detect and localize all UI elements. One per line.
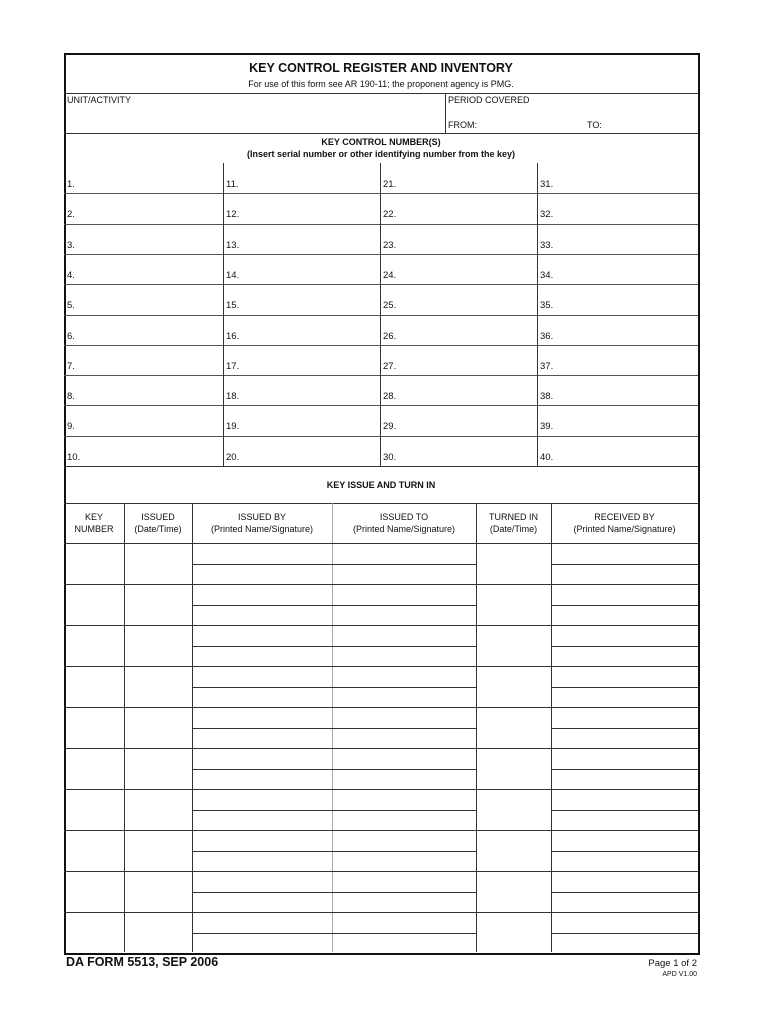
key-number-cell[interactable]: [65, 544, 123, 583]
divider: [380, 163, 381, 466]
key-control-instruction: (Insert serial number or other identifying number from the key): [246, 149, 516, 159]
issued-to-signature-field[interactable]: [333, 606, 475, 624]
key-number-field[interactable]: [245, 407, 376, 433]
key-number-field[interactable]: [559, 226, 694, 252]
divider: [537, 163, 538, 466]
key-number-field[interactable]: [86, 407, 219, 433]
key-number-label: 31.: [540, 179, 554, 190]
issued-by-name-field[interactable]: [193, 790, 331, 809]
issued-to-name-field[interactable]: [333, 585, 475, 604]
key-number-label: 13.: [226, 239, 240, 251]
page-number: Page 1 of 2: [648, 958, 697, 969]
turned-in-datetime-cell[interactable]: [477, 831, 550, 870]
received-by-name-field[interactable]: [552, 544, 697, 563]
issued-by-name-field[interactable]: [193, 667, 331, 686]
key-number-label: 40.: [540, 451, 554, 463]
key-number-label: 26.: [383, 330, 397, 342]
column-header-line2: (Date/Time): [489, 524, 538, 534]
key-number-field[interactable]: [86, 317, 219, 343]
key-number-label: 32.: [540, 209, 554, 221]
issued-to-signature-field[interactable]: [333, 565, 475, 583]
issued-to-name-field[interactable]: [333, 831, 475, 850]
key-number-field[interactable]: [402, 317, 533, 343]
key-number-cell[interactable]: [65, 667, 123, 706]
divider: [223, 163, 224, 466]
key-number-label: 3.: [67, 239, 75, 251]
key-number-field[interactable]: [402, 256, 533, 282]
issued-datetime-cell[interactable]: [125, 585, 191, 624]
received-by-signature-field[interactable]: [552, 852, 697, 870]
key-number-field[interactable]: [86, 195, 219, 221]
issued-to-name-field[interactable]: [333, 913, 475, 932]
issued-to-signature-field[interactable]: [333, 934, 475, 952]
key-number-label: 16.: [226, 330, 240, 342]
key-number-field[interactable]: [245, 165, 376, 191]
issued-to-name-field[interactable]: [333, 749, 475, 768]
key-number-field[interactable]: [559, 195, 694, 221]
key-number-field[interactable]: [86, 165, 219, 191]
issued-by-signature-field[interactable]: [193, 565, 331, 583]
divider: [445, 93, 446, 133]
key-number-label: 14.: [226, 269, 240, 281]
column-header-line2: (Printed Name/Signature): [573, 524, 676, 534]
key-number-label: 35.: [540, 300, 554, 312]
key-number-field[interactable]: [559, 377, 694, 403]
key-number-label: 19.: [226, 421, 240, 433]
turned-in-datetime-cell[interactable]: [477, 872, 550, 911]
key-number-label: 22.: [383, 209, 397, 221]
received-by-signature-field[interactable]: [552, 811, 697, 829]
issued-by-name-field[interactable]: [193, 708, 331, 727]
turned-in-datetime-cell[interactable]: [477, 790, 550, 829]
divider: [64, 405, 698, 406]
divider: [64, 466, 698, 467]
key-number-label: 20.: [226, 451, 240, 463]
issued-by-signature-field[interactable]: [193, 934, 331, 952]
key-number-field[interactable]: [402, 407, 533, 433]
issued-by-signature-field[interactable]: [193, 606, 331, 624]
key-number-field[interactable]: [245, 226, 376, 252]
received-by-signature-field[interactable]: [552, 565, 697, 583]
issued-by-signature-field[interactable]: [193, 688, 331, 706]
column-header-line1: ISSUED: [141, 512, 175, 522]
key-number-field[interactable]: [402, 377, 533, 403]
issue-heading: KEY ISSUE AND TURN IN: [326, 480, 436, 490]
key-number-label: 9.: [67, 421, 75, 433]
received-by-signature-field[interactable]: [552, 647, 697, 665]
key-number-field[interactable]: [245, 347, 376, 373]
key-number-field[interactable]: [86, 256, 219, 282]
received-by-signature-field[interactable]: [552, 770, 697, 788]
key-number-field[interactable]: [559, 438, 694, 464]
key-number-field[interactable]: [559, 317, 694, 343]
key-number-label: 6.: [67, 330, 75, 342]
received-by-name-field[interactable]: [552, 831, 697, 850]
key-number-field[interactable]: [245, 377, 376, 403]
key-number-label: 33.: [540, 239, 554, 251]
from-label: FROM:: [448, 120, 477, 130]
received-by-signature-field[interactable]: [552, 934, 697, 952]
issued-to-signature-field[interactable]: [333, 893, 475, 911]
issued-by-name-field[interactable]: [193, 626, 331, 645]
column-header-line1: RECEIVED BY: [594, 512, 655, 522]
key-number-field[interactable]: [245, 195, 376, 221]
divider: [64, 345, 698, 346]
key-number-label: 28.: [383, 391, 397, 403]
key-number-label: 7.: [67, 360, 75, 372]
key-number-label: 18.: [226, 391, 240, 403]
key-number-field[interactable]: [559, 347, 694, 373]
issued-to-name-field[interactable]: [333, 626, 475, 645]
divider: [64, 503, 698, 504]
column-header-line2: NUMBER: [74, 524, 114, 534]
column-header-line1: ISSUED TO: [379, 512, 429, 522]
issued-datetime-cell[interactable]: [125, 626, 191, 665]
key-number-label: 24.: [383, 269, 397, 281]
key-number-label: 11.: [226, 179, 239, 190]
turned-in-datetime-cell[interactable]: [477, 585, 550, 624]
key-number-cell[interactable]: [65, 872, 123, 911]
issued-to-signature-field[interactable]: [333, 852, 475, 870]
key-number-field[interactable]: [245, 317, 376, 343]
key-number-field[interactable]: [402, 195, 533, 221]
issued-to-name-field[interactable]: [333, 544, 475, 563]
issued-to-name-field[interactable]: [333, 708, 475, 727]
issued-datetime-cell[interactable]: [125, 749, 191, 788]
issued-by-name-field[interactable]: [193, 872, 331, 891]
column-header-line1: KEY: [84, 512, 103, 522]
key-number-label: 2.: [67, 209, 75, 221]
issued-by-signature-field[interactable]: [193, 770, 331, 788]
issued-to-signature-field[interactable]: [333, 729, 475, 747]
issued-datetime-cell[interactable]: [125, 913, 191, 952]
key-number-field[interactable]: [402, 286, 533, 312]
to-label: TO:: [587, 120, 602, 130]
issued-datetime-cell[interactable]: [125, 544, 191, 583]
key-number-field[interactable]: [86, 286, 219, 312]
divider: [64, 224, 698, 225]
received-by-name-field[interactable]: [552, 913, 697, 932]
issued-to-name-field[interactable]: [333, 790, 475, 809]
divider: [64, 93, 698, 94]
received-by-signature-field[interactable]: [552, 729, 697, 747]
key-number-field[interactable]: [559, 286, 694, 312]
from-date-field[interactable]: [482, 116, 582, 132]
divider: [64, 193, 698, 194]
key-number-label: 38.: [540, 391, 554, 403]
issued-datetime-cell[interactable]: [125, 667, 191, 706]
received-by-signature-field[interactable]: [552, 688, 697, 706]
issued-to-signature-field[interactable]: [333, 688, 475, 706]
issued-by-name-field[interactable]: [193, 585, 331, 604]
key-number-field[interactable]: [402, 347, 533, 373]
divider: [64, 436, 698, 437]
key-number-label: 10.: [67, 451, 81, 463]
key-number-field[interactable]: [86, 377, 219, 403]
unit-activity-label: UNIT/ACTIVITY: [67, 95, 132, 105]
key-number-cell[interactable]: [65, 831, 123, 870]
turned-in-datetime-cell[interactable]: [477, 708, 550, 747]
divider: [64, 315, 698, 316]
column-header-line2: (Date/Time): [134, 524, 182, 534]
issued-datetime-cell[interactable]: [125, 872, 191, 911]
divider: [64, 254, 698, 255]
key-number-field[interactable]: [402, 438, 533, 464]
issued-by-signature-field[interactable]: [193, 647, 331, 665]
issued-datetime-cell[interactable]: [125, 831, 191, 870]
key-number-field[interactable]: [559, 256, 694, 282]
key-number-field[interactable]: [245, 256, 376, 282]
key-number-label: 39.: [540, 421, 554, 433]
form-id: DA FORM 5513, SEP 2006: [66, 955, 219, 969]
key-number-label: 27.: [383, 360, 397, 372]
received-by-signature-field[interactable]: [552, 893, 697, 911]
issued-by-signature-field[interactable]: [193, 811, 331, 829]
issued-datetime-cell[interactable]: [125, 708, 191, 747]
issued-by-signature-field[interactable]: [193, 729, 331, 747]
received-by-name-field[interactable]: [552, 872, 697, 891]
key-number-field[interactable]: [86, 438, 219, 464]
received-by-name-field[interactable]: [552, 667, 697, 686]
turned-in-datetime-cell[interactable]: [477, 544, 550, 583]
divider: [64, 133, 698, 134]
key-number-cell[interactable]: [65, 913, 123, 952]
issued-to-signature-field[interactable]: [333, 770, 475, 788]
issued-by-name-field[interactable]: [193, 544, 331, 563]
form-title: KEY CONTROL REGISTER AND INVENTORY: [249, 61, 513, 75]
version-label: APD V1.00: [662, 971, 697, 978]
key-number-field[interactable]: [402, 165, 533, 191]
issued-to-signature-field[interactable]: [333, 811, 475, 829]
turned-in-datetime-cell[interactable]: [477, 749, 550, 788]
key-number-label: 8.: [67, 391, 75, 403]
key-number-label: 37.: [540, 360, 554, 372]
form-subtitle: For use of this form see AR 190-11; the proponent agency is PMG.: [248, 79, 514, 89]
key-number-label: 36.: [540, 330, 554, 342]
key-number-cell[interactable]: [65, 790, 123, 829]
issued-by-name-field[interactable]: [193, 749, 331, 768]
key-number-field[interactable]: [245, 438, 376, 464]
received-by-name-field[interactable]: [552, 790, 697, 809]
key-number-label: 1.: [67, 179, 75, 190]
key-number-field[interactable]: [402, 226, 533, 252]
key-number-cell[interactable]: [65, 626, 123, 665]
key-number-label: 12.: [226, 209, 240, 221]
key-number-label: 17.: [226, 360, 240, 372]
key-number-label: 15.: [226, 300, 240, 312]
key-number-cell[interactable]: [65, 585, 123, 624]
column-header-line2: (Printed Name/Signature): [210, 524, 314, 534]
issued-by-signature-field[interactable]: [193, 852, 331, 870]
turned-in-datetime-cell[interactable]: [477, 626, 550, 665]
issued-datetime-cell[interactable]: [125, 790, 191, 829]
received-by-signature-field[interactable]: [552, 606, 697, 624]
key-number-field[interactable]: [559, 165, 694, 191]
key-number-label: 23.: [383, 239, 397, 251]
key-number-label: 25.: [383, 300, 397, 312]
issued-to-name-field[interactable]: [333, 872, 475, 891]
to-date-field[interactable]: [605, 116, 695, 132]
key-number-field[interactable]: [86, 347, 219, 373]
divider: [64, 375, 698, 376]
key-number-label: 30.: [383, 451, 397, 463]
issued-by-name-field[interactable]: [193, 831, 331, 850]
issued-to-signature-field[interactable]: [333, 647, 475, 665]
received-by-name-field[interactable]: [552, 749, 697, 768]
issued-to-name-field[interactable]: [333, 667, 475, 686]
key-number-label: 21.: [383, 179, 397, 190]
key-number-cell[interactable]: [65, 708, 123, 747]
key-number-label: 5.: [67, 300, 75, 312]
key-number-label: 4.: [67, 269, 75, 281]
turned-in-datetime-cell[interactable]: [477, 667, 550, 706]
period-covered-label: PERIOD COVERED: [448, 95, 530, 105]
issued-by-signature-field[interactable]: [193, 893, 331, 911]
key-number-field[interactable]: [245, 286, 376, 312]
issued-by-name-field[interactable]: [193, 913, 331, 932]
key-number-cell[interactable]: [65, 749, 123, 788]
unit-activity-field[interactable]: [66, 106, 442, 132]
divider: [64, 284, 698, 285]
column-header-line1: ISSUED BY: [237, 512, 286, 522]
key-control-heading: KEY CONTROL NUMBER(S): [321, 137, 441, 147]
received-by-name-field[interactable]: [552, 585, 697, 604]
received-by-name-field[interactable]: [552, 626, 697, 645]
key-number-label: 34.: [540, 269, 554, 281]
key-number-label: 29.: [383, 421, 397, 433]
turned-in-datetime-cell[interactable]: [477, 913, 550, 952]
key-number-field[interactable]: [86, 226, 219, 252]
key-number-field[interactable]: [559, 407, 694, 433]
received-by-name-field[interactable]: [552, 708, 697, 727]
column-header-line2: (Printed Name/Signature): [352, 524, 456, 534]
column-header-line1: TURNED IN: [489, 512, 538, 522]
